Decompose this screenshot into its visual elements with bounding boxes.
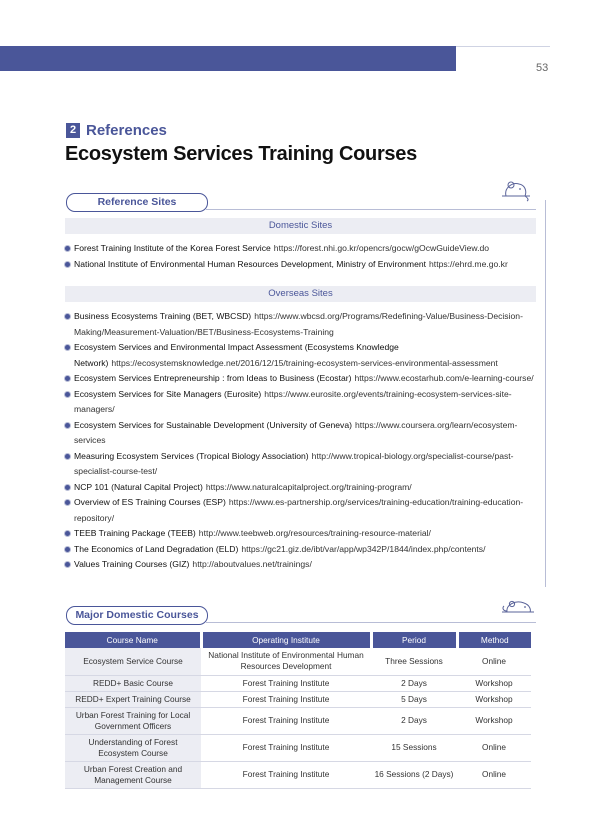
site-url[interactable]: https://www.coursera.org/learn/ecosystem-services [74,419,518,445]
list-item [65,371,535,387]
site-name: NCP 101 (Natural Capital Project) [74,481,203,492]
bullet-icon [65,345,70,350]
major-courses-pill: Major Domestic Courses [66,606,208,625]
list-item [65,557,535,573]
bullet-icon [65,454,70,459]
list-item [65,387,535,418]
site-name: Ecosystem Services for Site Managers (Eurosite) [74,388,262,399]
bullet-icon [65,376,70,381]
column-header-period: Period [371,632,457,648]
bullet-icon [65,246,70,251]
site-name: Forest Training Institute of the Korea Forest Service [74,243,271,253]
period-cell: 15 Sessions [371,734,457,761]
method-cell: Online [457,761,531,788]
domestic-sites-heading: Domestic Sites [65,218,536,234]
institute-cell: National Institute of Environmental Human Resources Development [201,648,371,675]
section-label [66,121,167,139]
site-url[interactable]: http://www.teebweb.org/resources/training-resource-material/ [198,528,431,538]
site-name: TEEB Training Package (TEEB) [74,528,196,538]
site-url[interactable]: https://gc21.giz.de/ibt/var/app/wp342P/1844/index.php/contents/ [241,543,486,554]
course-name-cell: REDD+ Basic Course [65,675,201,691]
site-url[interactable]: https://ecosystemsknowledge.net/2016/12/15/training-ecosystem-services-environmental-assessment [111,357,498,368]
site-name: The Economics of Land Degradation (ELD) [74,543,239,554]
header-rule [456,46,550,47]
site-url[interactable]: https://forest.nhi.go.kr/opencrs/gocw/gOcwGuideView.do [273,243,490,253]
site-url[interactable]: http://aboutvalues.net/trainings/ [192,559,312,569]
bullet-icon [65,262,70,267]
method-cell: Workshop [457,691,531,707]
mouse-illustration-icon [500,595,536,617]
courses-frame-top [206,622,536,623]
course-name-cell: Understanding of Forest Ecosystem Course [65,734,201,761]
bullet-icon [65,500,70,505]
institute-cell: Forest Training Institute [201,761,371,788]
site-url[interactable]: https://www.es-partnership.org/services/training-education/training-education-repository/ [74,497,524,523]
table-row [65,675,531,691]
section-number: 2 [66,123,80,138]
site-name: Ecosystem Services and Environmental Impact Assessment (Ecosystems Knowledge Network) [74,342,399,368]
institute-cell: Forest Training Institute [201,675,371,691]
method-cell: Online [457,734,531,761]
period-cell: 2 Days [371,707,457,734]
course-name-cell: Urban Forest Creation and Management Course [65,761,201,788]
overseas-sites-heading: Overseas Sites [65,286,536,302]
site-name: Ecosystem Services for Sustainable Development (University of Geneva) [74,419,352,430]
list-item [65,340,535,371]
list-item [65,526,535,542]
site-name: Overview of ES Training Courses (ESP) [74,497,226,507]
period-cell: 5 Days [371,691,457,707]
column-header-operating-institute: Operating Institute [201,632,371,648]
section-title: References [86,121,167,139]
list-item [65,418,535,449]
period-cell: 2 Days [371,675,457,691]
domestic-sites-list [65,241,535,272]
list-item [65,257,535,273]
site-url[interactable]: https://www.wbcsd.org/Programs/Redefining-Value/Business-Decision-Making/Measurement-Valuation/BET/Business-Ecosystems-Training [74,311,523,337]
table-row [65,691,531,707]
site-name: Ecosystem Services Entrepreneurship : from Ideas to Business (Ecostar) [74,373,352,383]
site-url[interactable]: https://ehrd.me.go.kr [429,258,508,269]
method-cell: Workshop [457,707,531,734]
bullet-icon [65,314,70,319]
institute-cell: Forest Training Institute [201,707,371,734]
bullet-icon [65,423,70,428]
column-header-course-name: Course Name [65,632,201,648]
site-name: Business Ecosystems Training (BET, WBCSD) [74,311,252,321]
bullet-icon [65,485,70,490]
table-row [65,734,531,761]
period-cell: Three Sessions [371,648,457,675]
page-title: Ecosystem Services Training Courses [65,143,417,165]
list-item [65,480,535,496]
reference-sites-pill: Reference Sites [66,193,208,212]
site-name: Values Training Courses (GIZ) [74,559,190,569]
course-name-cell: Ecosystem Service Course [65,648,201,675]
site-url[interactable]: https://www.ecostarhub.com/e-learning-course/ [354,373,534,383]
method-cell: Online [457,648,531,675]
table-header-row [65,632,531,648]
bullet-icon [65,531,70,536]
site-name: National Institute of Environmental Human Resources Development, Ministry of Environment [74,258,427,269]
list-item [65,241,535,257]
method-cell: Workshop [457,675,531,691]
bullet-icon [65,547,70,552]
institute-cell: Forest Training Institute [201,734,371,761]
course-name-cell: REDD+ Expert Training Course [65,691,201,707]
rodent-illustration-icon [500,176,530,202]
table-row [65,761,531,788]
table-row [65,648,531,675]
site-url[interactable]: https://www.naturalcapitalproject.org/training-program/ [205,481,412,492]
table-row [65,707,531,734]
reference-frame-right [545,200,546,587]
course-name-cell: Urban Forest Training for Local Government Officers [65,707,201,734]
list-item [65,542,535,558]
site-name: Measuring Ecosystem Services (Tropical Biology Association) [74,450,309,461]
header-bar [0,46,456,71]
overseas-sites-list [65,309,535,573]
bullet-icon [65,392,70,397]
list-item [65,449,535,480]
institute-cell: Forest Training Institute [201,691,371,707]
page-number: 53 [536,62,549,74]
list-item [65,495,535,526]
site-url[interactable]: http://www.tropical-biology.org/specialist-course/past-specialist-course-test/ [74,450,514,476]
list-item [65,309,535,340]
courses-table [65,632,531,789]
period-cell: 16 Sessions (2 Days) [371,761,457,788]
bullet-icon [65,562,70,567]
site-url[interactable]: https://www.eurosite.org/events/training-ecosystem-services-site-managers/ [74,388,512,414]
column-header-method: Method [457,632,531,648]
reference-frame-top [206,209,536,210]
